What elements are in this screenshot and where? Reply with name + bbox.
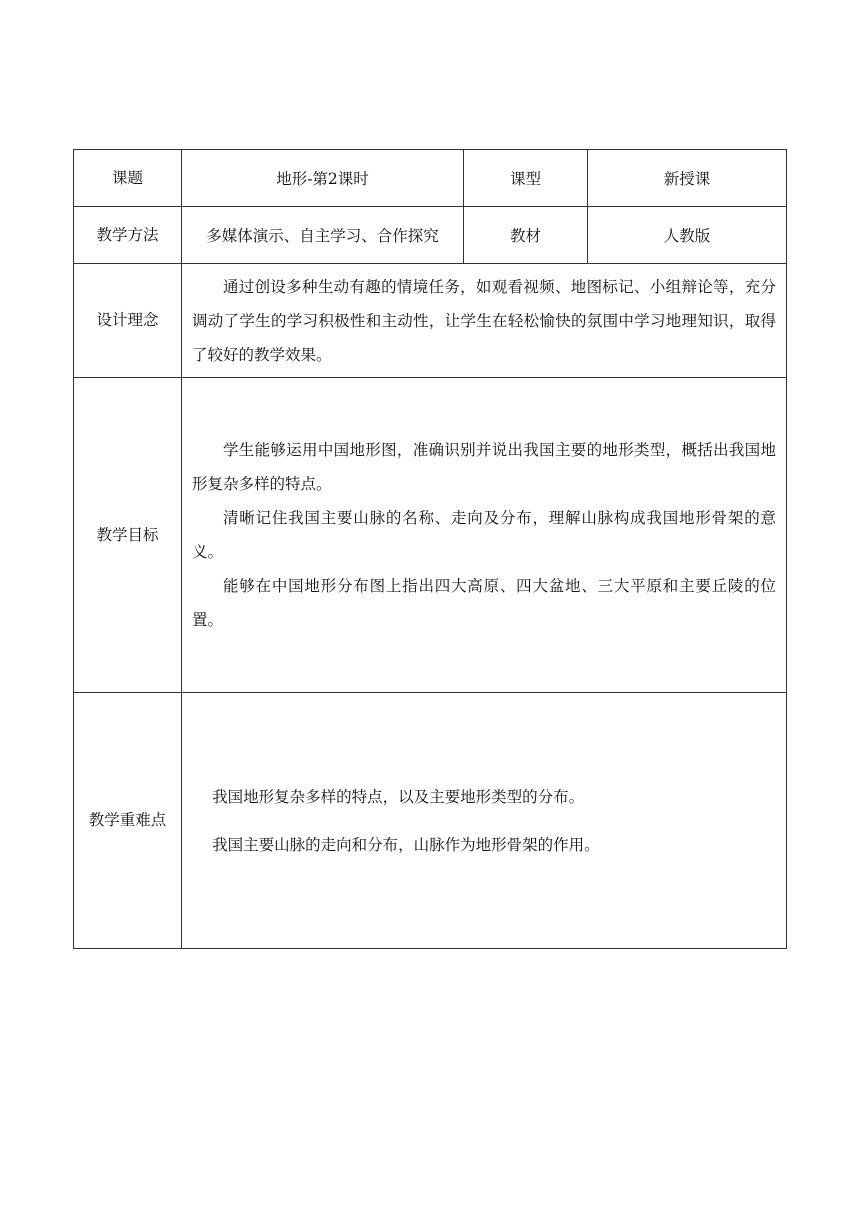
key-points-label: 教学重难点 xyxy=(74,693,182,949)
key-point-item: 我国主要山脉的走向和分布，山脉作为地形骨架的作用。 xyxy=(212,835,600,854)
teaching-goals-label: 教学目标 xyxy=(74,378,182,693)
teaching-goal-item: 能够在中国地形分布图上指出四大高原、四大盆地、三大平原和主要丘陵的位置。 xyxy=(192,577,776,629)
key-points-row xyxy=(74,693,787,949)
design-concept-row xyxy=(74,264,787,378)
lesson-type-label: 课型 xyxy=(464,150,588,207)
teaching-goal-item: 学生能够运用中国地形图，准确识别并说出我国主要的地形类型，概括出我国地形复杂多样的特点。 xyxy=(192,441,776,493)
design-concept-cell xyxy=(182,264,787,378)
lesson-plan-table xyxy=(73,149,787,949)
design-concept-label: 设计理念 xyxy=(74,264,182,378)
topic-label: 课题 xyxy=(74,150,182,207)
textbook-value: 人教版 xyxy=(588,207,787,264)
teaching-goals-cell xyxy=(182,378,787,693)
topic-row xyxy=(74,150,787,207)
method-label: 教学方法 xyxy=(74,207,182,264)
method-value: 多媒体演示、自主学习、合作探究 xyxy=(182,207,464,264)
topic-value: 地形-第2课时 xyxy=(182,150,464,207)
textbook-label: 教材 xyxy=(464,207,588,264)
teaching-goals-row xyxy=(74,378,787,693)
teaching-goal-item: 清晰记住我国主要山脉的名称、走向及分布，理解山脉构成我国地形骨架的意义。 xyxy=(192,509,776,561)
design-concept-text: 通过创设多种生动有趣的情境任务，如观看视频、地图标记、小组辩论等，充分调动了学生的学习积极性和主动性，让学生在轻松愉快的氛围中学习地理知识，取得了较好的教学效果。 xyxy=(192,277,776,364)
key-points-cell xyxy=(182,693,787,949)
method-row xyxy=(74,207,787,264)
key-point-item: 我国地形复杂多样的特点，以及主要地形类型的分布。 xyxy=(212,787,585,806)
lesson-type-value: 新授课 xyxy=(588,150,787,207)
